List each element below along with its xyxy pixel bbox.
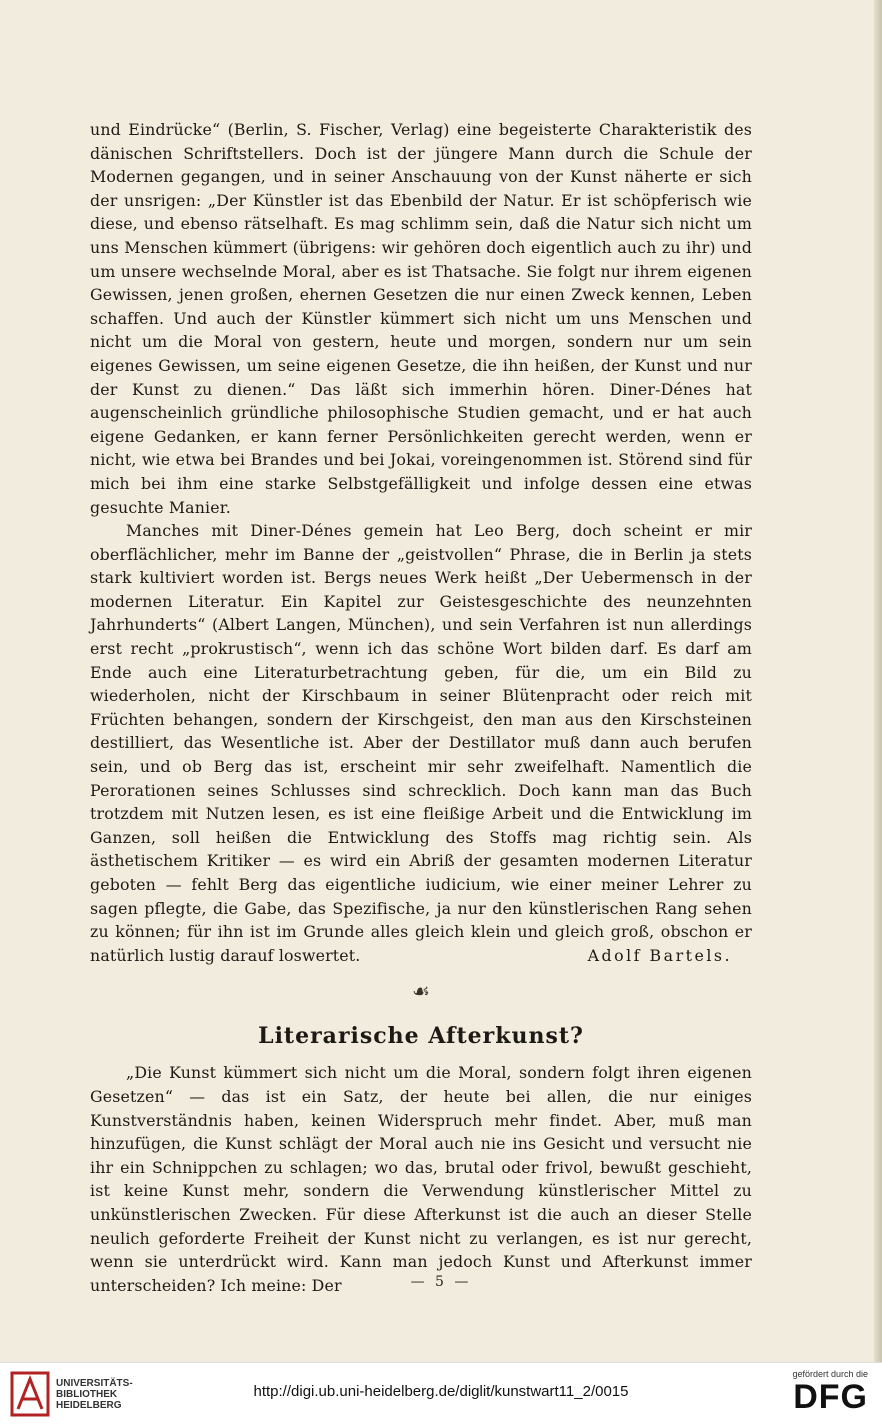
section-body <box>90 1061 752 1297</box>
dfg-logo[interactable] <box>792 1369 868 1415</box>
page-content <box>90 118 752 1297</box>
page-url-link[interactable]: http://digi.ub.uni-heidelberg.de/diglit/kunstwart11_2/0015 <box>253 1383 629 1400</box>
page-number: — 5 — <box>410 1274 472 1290</box>
body-text <box>90 118 752 967</box>
library-line-3: HEIDELBERG <box>56 1399 122 1411</box>
section-title: Literarische Afterkunst? <box>258 1023 584 1050</box>
viewer-footer <box>0 1362 882 1427</box>
paragraph-1: und Eindrücke“ (Berlin, S. Fischer, Verlag) eine begeisterte Charakteristik des dänischen Schriftstellers. Doch ist der jüngere Mann durch die Schule der Modernen gegangen, und in seiner Anschauung von der Kunst näherte er sich der unsrigen: „Der Künstler ist das Ebenbild der Natur. Er ist schöpferisch wie diese, und ebenso rätselhaft. Es mag schlimm sein, daß die Natur sich nicht um uns Menschen kümmert (übrigens: wir gehören doch eigentlich auch zu ihr) und um unsere wechselnde Moral, aber es ist Thatsache. Sie folgt nur ihrem eigenen Gewissen, jenen großen, ehernen Gesetzen die nur einen Zweck kennen, Leben schaffen. Und auch der Künstler kümmert sich nicht um uns Menschen und nicht um die Moral von gestern, heute und morgen, sondern nur um sein eigenes Gewissen, um seine eigenen Gesetze, die ihn heißen, der Kunst und nur der Kunst zu dienen.“ Das läßt sich immerhin hören. Diner-Dénes hat augenscheinlich gründliche philosophische Studien gemacht, und er hat auch eigene Gedanken, er kann ferner Persönlichkeiten gerecht werden, wenn er nicht, wie etwa bei Brandes und bei Jokai, voreingenommen ist. Störend sind für mich bei ihm eine starke Selbstgefälligkeit und infolge dessen eine etwas gesuchte Manier. <box>90 120 752 517</box>
section-paragraph: „Die Kunst kümmert sich nicht um die Moral, sondern folgt ihren eigenen Gesetzen“ — das ist ein Satz, der heute bei allen, die nur einiges Kunstverständnis haben, keinen Widerspruch mehr findet. Aber, muß man hinzufügen, die Kunst schlägt der Moral auch nie ins Gesicht und versucht nie ihr ein Schnippchen zu schlagen; wo das, brutal oder frivol, bewußt geschieht, ist keine Kunst mehr, sondern die Verwendung künstlerischer Mittel zu unkünstlerischen Zwecken. Für diese Afterkunst ist die auch an dieser Stelle neulich geforderte Freiheit der Kunst nicht zu verlangen, es ist nur gerecht, wenn sie unterdrückt wird. Kann man jedoch Kunst und Afterkunst immer unterscheiden? Ich meine: Der <box>90 1063 752 1295</box>
ornament-icon: ☙ <box>412 979 430 1004</box>
author-signature: Adolf Bartels. <box>587 945 732 965</box>
funding-caption: gefördert durch die <box>792 1369 868 1379</box>
paragraph-2: Manches mit Diner-Dénes gemein hat Leo Berg, doch scheint er mir oberflächlicher, mehr im Banne der „geistvollen“ Phrase, die in Berlin ja stets stark kultiviert worden ist. Bergs neues Werk heißt „Der Uebermensch in der modernen Literatur. Ein Kapitel zur Geistesgeschichte des neunzehnten Jahrhunderts“ (Albert Langen, München), und sein Verfahren ist nun allerdings erst recht „prokrustisch“, wenn ich das schöne Wort bilden darf. Es darf am Ende auch eine Literaturbetrachtung geben, für die, um ein Bild zu wiederholen, nicht der Kirschbaum in seiner Blütenpracht oder reich mit Früchten behangen, sondern der Kirschgeist, den man aus den Kirschsteinen destilliert, das Wesentliche ist. Aber der Destillator muß dann auch berufen sein, und ob Berg das ist, erscheint mir sehr zweifelhaft. Namentlich die Perorationen seines Schlusses sind schrecklich. Doch kann man das Buch trotzdem mit Nutzen lesen, es ist eine fleißige Arbeit und die Entwicklung im Ganzen, soll heißen die Entwicklung des Stoffs mag richtig sein. Als ästhetischem Kritiker — es wird ein Abriß der gesamten modernen Literatur geboten — fehlt Berg das eigentliche iudicium, wie einer meiner Lehrer zu sagen pflegte, die Gabe, das Spezifische, ja nur den künstlerischen Rang sehen zu können; für ihn ist im Grunde alles gleich klein und gleich groß, obschon er natürlich lustig darauf loswertet. <box>90 521 752 965</box>
library-line-2: BIBLIOTHEK <box>56 1388 118 1400</box>
dfg-wordmark: DFG <box>793 1378 868 1416</box>
library-line-1: UNIVERSITÄTS- <box>56 1377 133 1389</box>
